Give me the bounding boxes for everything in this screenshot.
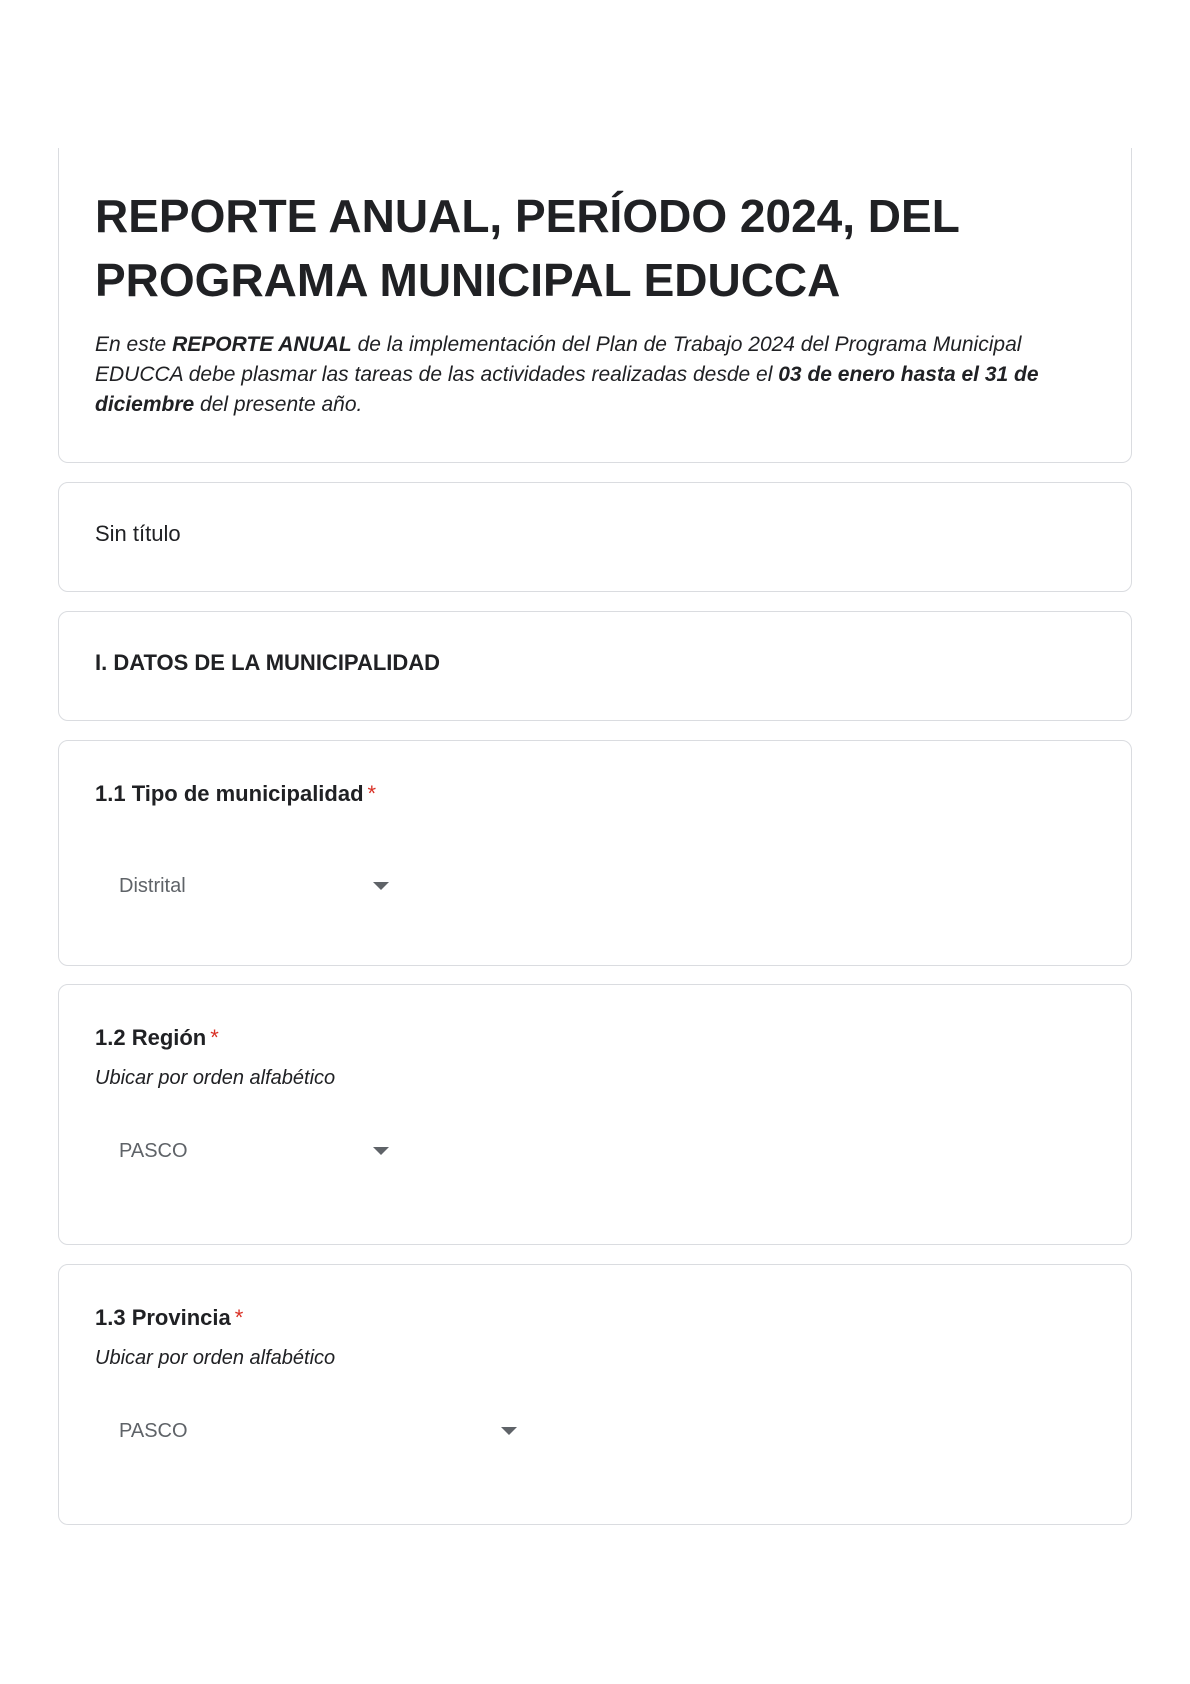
section-municipality-card	[58, 611, 1132, 721]
required-asterisk: *	[210, 1025, 219, 1050]
description-text-2: de la implementación del Plan de Trabajo 2024 del Programa Municipal EDUCCA debe plasmar las tareas de las actividades realizadas desde el	[95, 333, 1022, 386]
required-asterisk: *	[234, 1305, 244, 1330]
chevron-down-icon	[501, 1427, 517, 1435]
question-region	[58, 984, 1132, 1245]
province-dropdown[interactable]	[119, 1413, 517, 1449]
question-label-text: 1.1 Tipo de municipalidad	[95, 781, 364, 806]
description-bold-1: REPORTE ANUAL	[172, 333, 352, 356]
untitled-section-title: Sin título	[95, 521, 181, 546]
description-text-3: del presente año.	[194, 393, 363, 416]
question-label-text: 1.2 Región	[95, 1025, 207, 1050]
form-description	[95, 330, 1075, 420]
municipality-type-dropdown[interactable]	[119, 868, 389, 904]
question-help-text: Ubicar por orden alfabético	[95, 1067, 336, 1089]
question-label	[95, 1305, 243, 1331]
required-asterisk: *	[367, 781, 377, 806]
chevron-down-icon	[373, 882, 389, 890]
question-municipality-type	[58, 740, 1132, 966]
dropdown-selected-value: PASCO	[119, 1419, 188, 1442]
dropdown-selected-value: PASCO	[119, 1139, 188, 1162]
region-dropdown[interactable]	[119, 1133, 389, 1169]
dropdown-selected-value: Distrital	[119, 874, 186, 897]
question-label	[95, 781, 376, 807]
question-label	[95, 1025, 219, 1051]
question-help-text: Ubicar por orden alfabético	[95, 1347, 336, 1369]
form-title: REPORTE ANUAL, PERÍODO 2024, DEL PROGRAMA MUNICIPAL EDUCCA	[95, 190, 959, 306]
untitled-section-card	[58, 482, 1132, 592]
question-label-text: 1.3 Provincia	[95, 1305, 231, 1330]
description-bold-2: 03 de enero hasta el 31 de diciembre	[95, 363, 1039, 416]
chevron-down-icon	[373, 1147, 389, 1155]
description-text-1: En este	[95, 333, 173, 356]
question-province	[58, 1264, 1132, 1525]
section-municipality-title: I. DATOS DE LA MUNICIPALIDAD	[95, 650, 441, 675]
form-header-card	[58, 148, 1132, 463]
